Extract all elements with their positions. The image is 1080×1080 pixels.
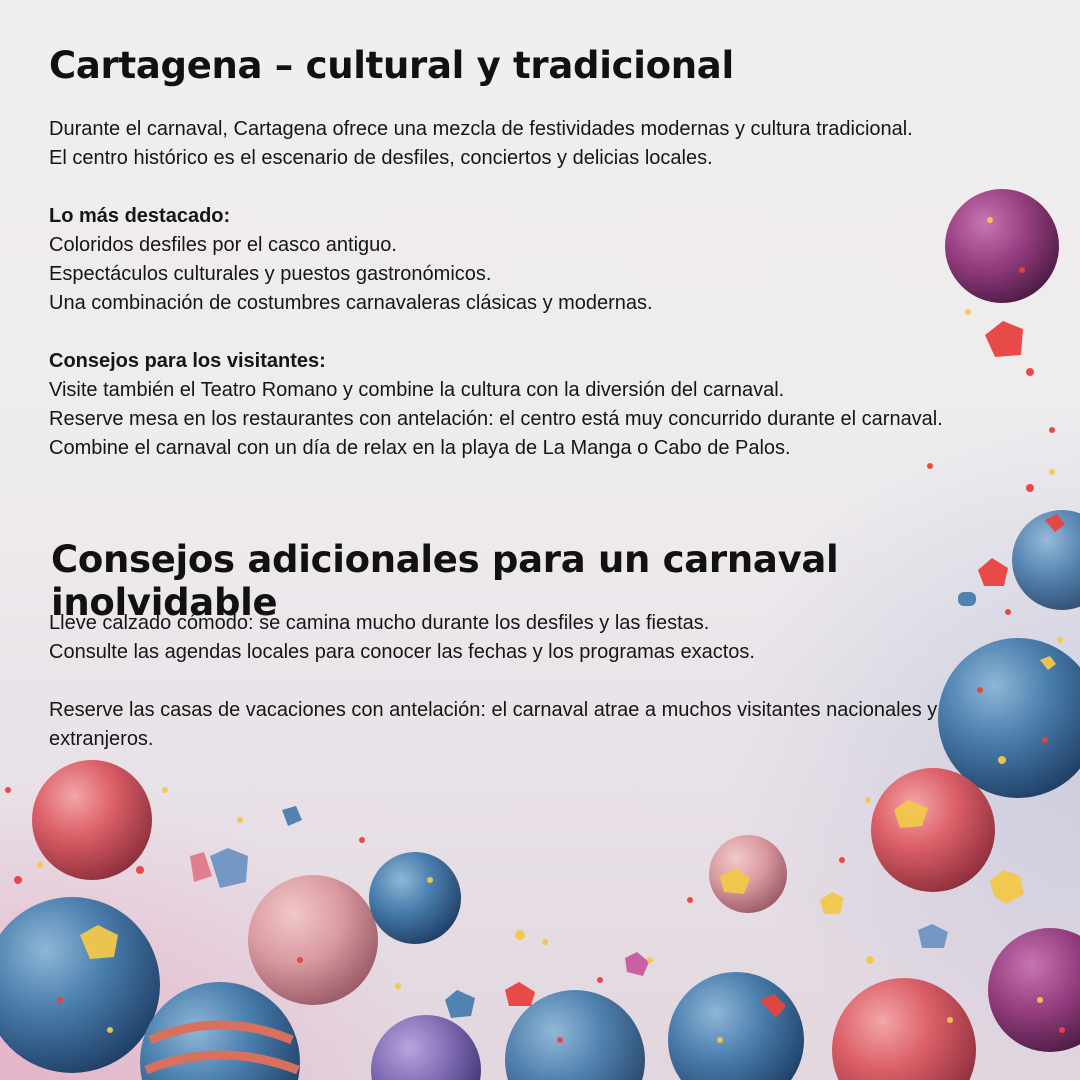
highlights-block	[49, 202, 1015, 318]
visitor-tip-item: Visite también el Teatro Romano y combine la cultura con la diversión del carnaval.	[49, 379, 785, 401]
intro-line: Durante el carnaval, Cartagena ofrece una mezcla de festividades modernas y cultura tradicional.	[49, 118, 913, 140]
ball-pink-right	[871, 768, 995, 892]
visitor-tips-block	[49, 347, 1015, 463]
ball-rose-small	[709, 835, 787, 913]
visitor-tip-item: Combine el carnaval con un día de relax en la playa de La Manga o Cabo de Palos.	[49, 437, 791, 459]
ball-lavender-bottom	[371, 1015, 481, 1080]
ball-blue-small-left	[369, 852, 461, 944]
visitor-tip-item: Reserve mesa en los restaurantes con antelación: el centro está muy concurrido durante el carnaval.	[49, 408, 943, 430]
section-title-cartagena: Cartagena – cultural y tradicional	[49, 44, 734, 87]
ball-pink-bottom-right	[832, 978, 976, 1080]
ball-blue-bottom-mid	[668, 972, 804, 1080]
intro-paragraph	[49, 115, 1015, 173]
additional-tip-item: Consulte las agendas locales para conocer las fechas y los programas exactos.	[49, 641, 755, 663]
ball-blue-left-large	[0, 897, 160, 1073]
highlight-item: Una combinación de costumbres carnavaleras clásicas y modernas.	[49, 292, 653, 314]
highlights-heading: Lo más destacado:	[49, 205, 231, 227]
additional-tip-item: Reserve las casas de vacaciones con antelación: el carnaval atrae a muchos visitantes nacionales y extranjeros.	[49, 699, 938, 750]
visitor-tips-heading: Consejos para los visitantes:	[49, 350, 326, 372]
ball-purple-bottom-right	[988, 928, 1080, 1052]
section-title-additional-tips: Consejos adicionales para un carnaval inolvidable	[51, 538, 839, 624]
highlight-item: Espectáculos culturales y puestos gastronómicos.	[49, 263, 492, 285]
highlight-item: Coloridos desfiles por el casco antiguo.	[49, 234, 397, 256]
ball-pink-left	[32, 760, 152, 880]
ball-rose-left	[248, 875, 378, 1005]
ball-blue-right-edge	[1012, 510, 1080, 610]
additional-tip-item: Lleve calzado cómodo: se camina mucho durante los desfiles y las fiestas.	[49, 612, 710, 634]
additional-tips-block	[49, 609, 1015, 754]
intro-line: El centro histórico es el escenario de desfiles, conciertos y delicias locales.	[49, 147, 713, 169]
